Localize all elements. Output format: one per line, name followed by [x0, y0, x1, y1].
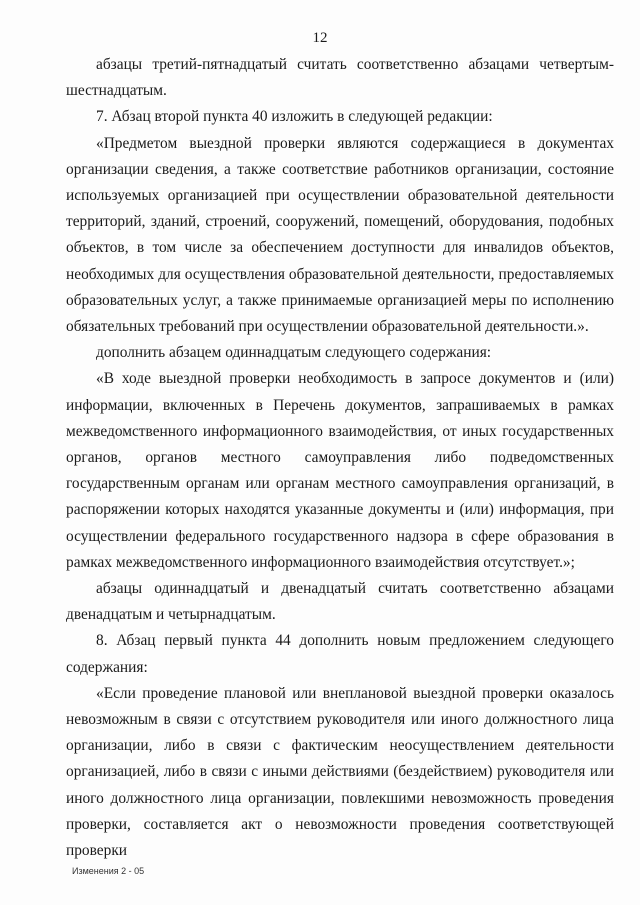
- page-number: 12: [312, 30, 328, 46]
- paragraph-1: абзацы третий-пятнадцатый считать соответственно абзацами четвертым-шестнадцатым.: [66, 56, 614, 100]
- paragraph-6: абзацы одиннадцатый и двенадцатый считать соответственно абзацами двенадцатым и четырнадцатым.: [66, 580, 614, 624]
- paragraph-8: «Если проведение плановой или внеплановой выездной проверки оказалось невозможным в связи с отсутствием руководителя или иного должностного лица организации, либо в связи с фактическим неосуществлением деятельности организацией, либо в связи с иными действиями (бездействием) руководителя или иного должностного лица организации, повлекшими невозможность проведения проверки, составляется акт о невозможности проведения соответствующей проверки: [66, 684, 614, 860]
- footer-code: Изменения 2 - 05: [72, 866, 145, 876]
- paragraph-7: 8. Абзац первый пункта 44 дополнить новым предложением следующего содержания:: [66, 632, 614, 676]
- paragraph-5: «В ходе выездной проверки необходимость в запросе документов и (или) информации, включенных в Перечень документов, запрашиваемых в рамках межведомственного информационного взаимодействия, от иных государственных органов, органов местного самоуправления либо подведомственных государственным органам или органам местного самоуправления организаций, в распоряжении которых находятся указанные документы и (или) информация, при осуществлении федерального государственного надзора в сфере образования в рамках межведомственного информационного взаимодействия отсутствует.»;: [66, 370, 614, 571]
- paragraph-2: 7. Абзац второй пункта 40 изложить в следующей редакции:: [96, 108, 493, 126]
- document-body: [66, 52, 614, 864]
- paragraph-3: «Предметом выездной проверки являются содержащиеся в документах организации сведения, а также соответствие работников организации, состояние используемых организацией при осуществлении образовательной деятельности территорий, зданий, строений, сооружений, помещений, оборудования, подобных объектов, в том числе за обеспечением доступности для инвалидов объектов, необходимых для осуществления образовательной деятельности, предоставляемых образовательных услуг, а также принимаемые организацией меры по исполнению обязательных требований при осуществлении образовательной деятельности.».: [66, 134, 614, 336]
- paragraph-4: дополнить абзацем одиннадцатым следующего содержания:: [96, 344, 492, 362]
